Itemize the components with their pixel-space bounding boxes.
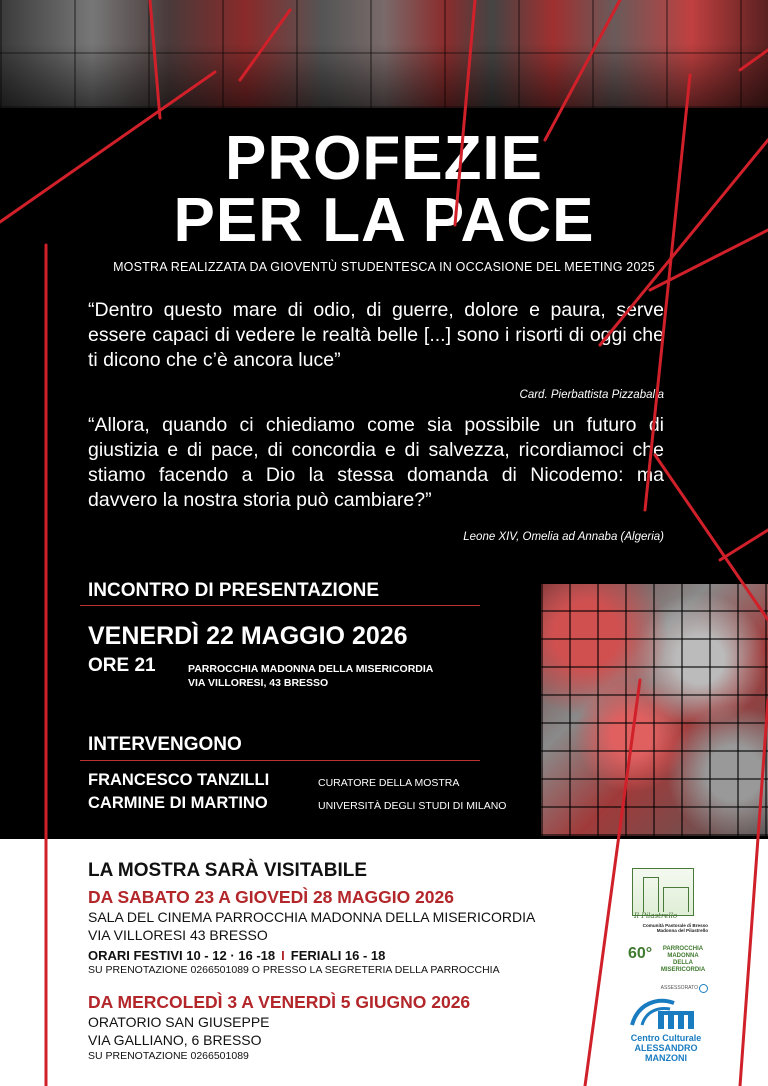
parish-community — [632, 923, 708, 934]
poster-subtitle: MOSTRA REALIZZATA DA GIOVENTÙ STUDENTESCA IN OCCASIONE DEL MEETING 2025 — [113, 260, 655, 274]
speaker-name: CARMINE DI MARTINO — [88, 794, 268, 812]
presentation-time: ORE 21 — [88, 655, 156, 676]
period2-booking: SU PRENOTAZIONE 0266501089 — [88, 1050, 249, 1062]
period1-booking: SU PRENOTAZIONE 0266501089 O PRESSO LA SEGRETERIA DELLA PARROCCHIA — [88, 964, 500, 976]
parish-name — [658, 946, 708, 974]
parish-community-line: Madonna del Pilastrello — [656, 928, 708, 934]
ccam-name — [624, 1033, 708, 1063]
poster-title-line-2: PER LA PACE — [173, 186, 595, 255]
period1-place: SALA DEL CINEMA PARROCCHIA MADONNA DELLA MISERICORDIA — [88, 909, 536, 925]
divider — [80, 760, 480, 761]
ccam-name-line: MANZONI — [645, 1053, 687, 1063]
period1-dates: DA SABATO 23 A GIOVEDÌ 28 MAGGIO 2026 — [88, 887, 454, 907]
presentation-heading: INCONTRO DI PRESENTAZIONE — [88, 580, 379, 601]
parish-anniversary: 60° — [628, 945, 653, 962]
header-photo-strip — [0, 0, 768, 108]
parish-community-line: Comunità Pastorale di Bresso — [642, 923, 708, 928]
presentation-venue-name: PARROCCHIA MADONNA DELLA MISERICORDIA — [188, 663, 434, 675]
period1-hours — [88, 948, 385, 963]
parish-logo-script: Il Pilastrello — [634, 912, 678, 920]
poster-title-line-1: PROFEZIE — [224, 124, 544, 193]
speaker-role: CURATORE DELLA MOSTRA — [318, 777, 460, 789]
parish-name-line: DELLA — [673, 960, 693, 966]
ccam-name-line: Centro Culturale — [630, 1033, 702, 1043]
quote-author-leone: Leone XIV, Omelia ad Annaba (Algeria) — [463, 531, 664, 543]
divider — [80, 605, 480, 606]
speakers-heading: INTERVENGONO — [88, 734, 242, 755]
period2-place: ORATORIO SAN GIUSEPPE — [88, 1014, 270, 1030]
parish-name-line: MADONNA — [667, 953, 699, 959]
hours-separator: I — [281, 948, 285, 963]
quote-pizzaballa: “Dentro questo mare di odio, di guerre, dolore e paura, serve essere capaci di vedere le realtà belle [...] sono i risorti di oggi che ti dicono che c’è ancora luce” — [88, 299, 664, 371]
exhibition-heading: LA MOSTRA SARÀ VISITABILE — [88, 860, 368, 881]
cultural-center-logo — [624, 985, 708, 1080]
presentation-date: VENERDÌ 22 MAGGIO 2026 — [88, 622, 408, 650]
church-drawing-icon — [632, 868, 694, 916]
quote-author-pizzaballa: Card. Pierbattista Pizzaballa — [519, 389, 664, 401]
municipal-badge-icon — [699, 984, 708, 993]
parish-name-line: MISERICORDIA — [660, 967, 706, 973]
ccam-mark-icon — [628, 995, 704, 1031]
assessorato-label: ASSESSORATO — [660, 985, 698, 991]
quote-leone: “Allora, quando ci chiediamo come sia possibile un futuro di giustizia e di pace, di concordia e di salvezza, ricordiamoci che stiamo facendo a Dio la stessa domanda di Nicodemo: ma davvero la nostra storia può cambiare?” — [88, 414, 664, 511]
parish-logo — [628, 868, 708, 978]
speaker-name: FRANCESCO TANZILLI — [88, 771, 270, 789]
period1-address: VIA VILLORESI 43 BRESSO — [88, 927, 268, 943]
period2-address: VIA GALLIANO, 6 BRESSO — [88, 1032, 262, 1048]
hours-feriali: FERIALI 16 - 18 — [290, 948, 386, 963]
presentation-venue-address: VIA VILLORESI, 43 BRESSO — [188, 677, 329, 689]
portrait-collage-image — [541, 584, 768, 836]
ccam-name-line: ALESSANDRO — [634, 1043, 698, 1053]
period2-dates: DA MERCOLEDÌ 3 A VENERDÌ 5 GIUGNO 2026 — [88, 992, 471, 1012]
parish-name-line: PARROCCHIA — [662, 946, 704, 952]
hours-festivi: ORARI FESTIVI 10 - 12 · 16 -18 — [88, 948, 276, 963]
speaker-role: UNIVERSITÀ DEGLI STUDI DI MILANO — [318, 800, 507, 812]
